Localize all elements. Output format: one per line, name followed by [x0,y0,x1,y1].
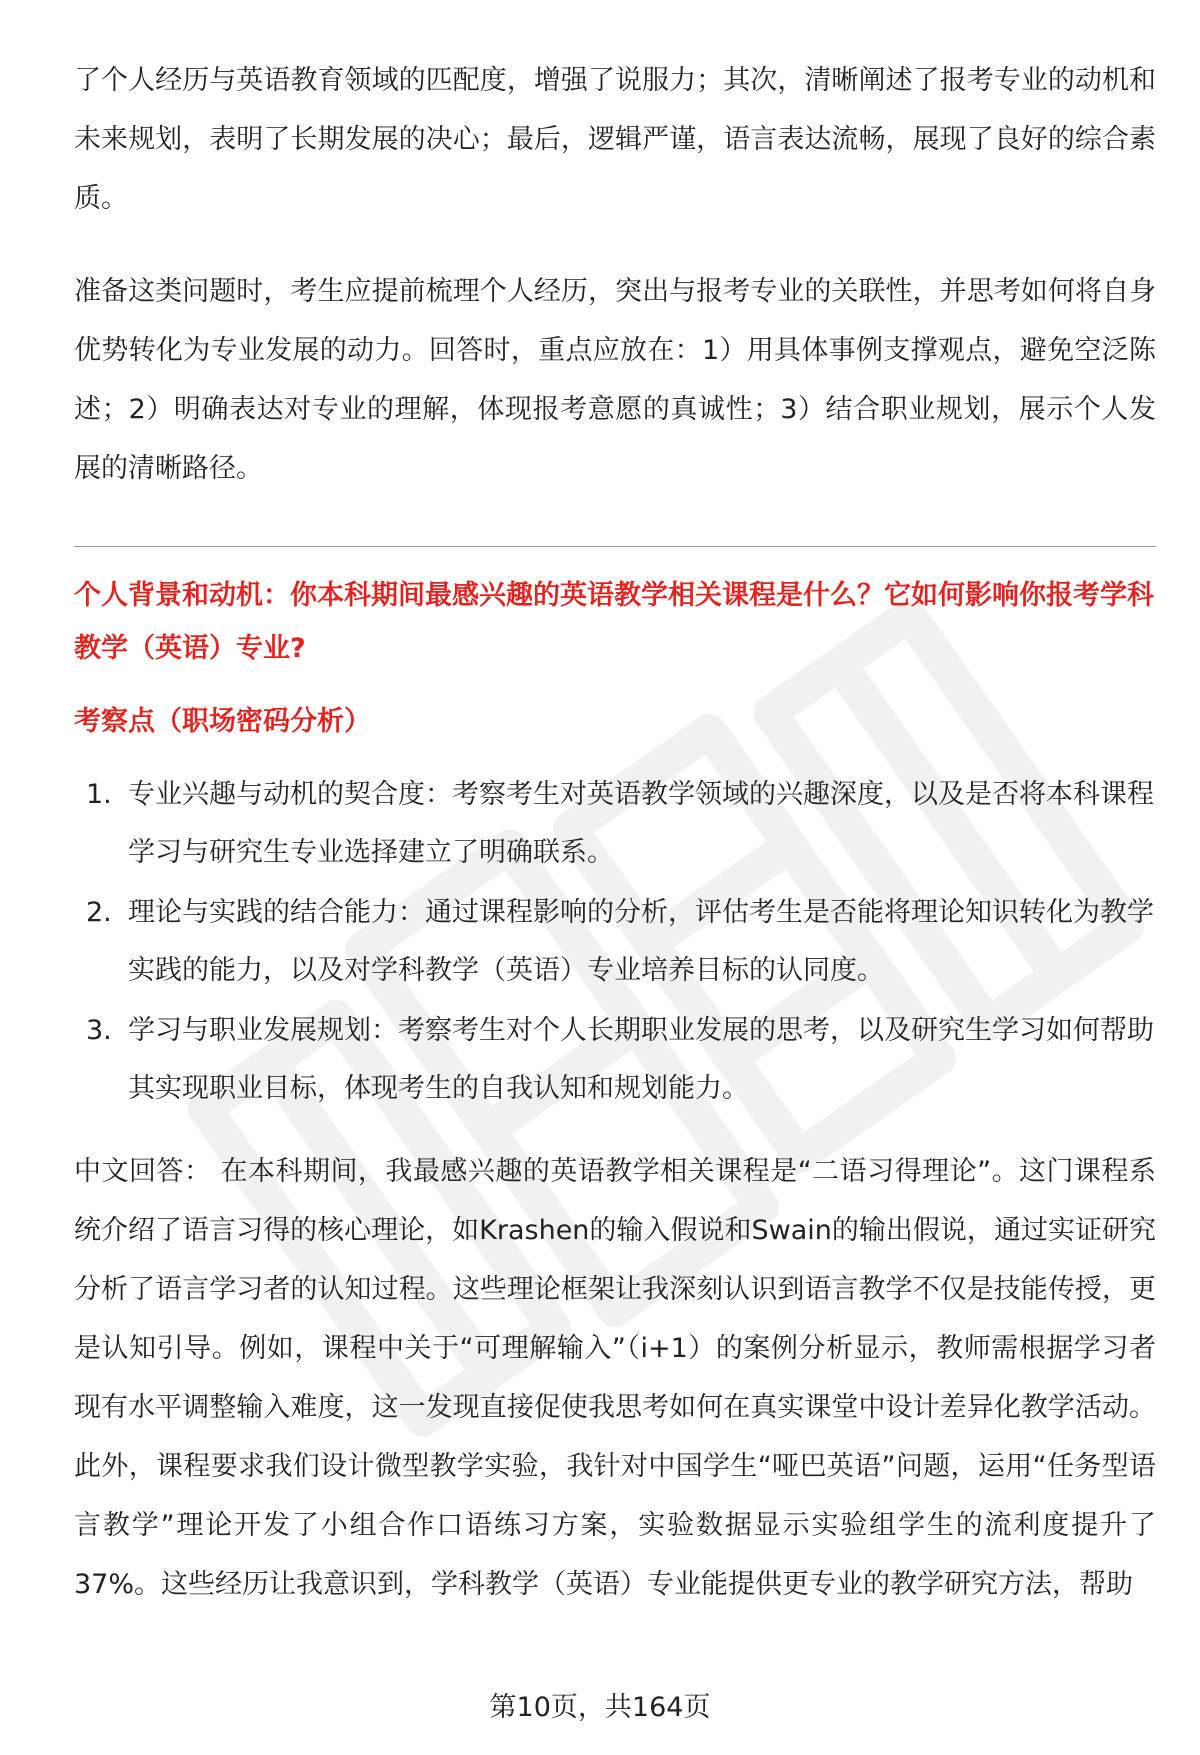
question-heading: 个人背景和动机：你本科期间最感兴趣的英语教学相关课程是什么？它如何影响你报考学科教学（英语）专业? [74,580,1154,664]
document-page [74,0,1156,1614]
page-footer: 第10页，共164页 [489,1692,711,1723]
list-item-text: 理论与实践的结合能力：通过课程影响的分析，评估考生是否能将理论知识转化为教学实践的能力，以及对学科教学（英语）专业培养目标的认同度。 [128,897,1154,986]
list-item [74,1002,1156,1118]
list-item-text: 学习与职业发展规划：考察考生对个人长期职业发展的思考，以及研究生学习如何帮助其实现职业目标，体现考生的自我认知和规划能力。 [128,1015,1154,1104]
list-number: 1. [86,779,112,810]
section-divider [74,546,1156,547]
intro-paragraph-end: 了个人经历与英语教育领域的匹配度，增强了说服力；其次，清晰阐述了报考专业的动机和未来规划，表明了长期发展的决心；最后，逻辑严谨，语言表达流畅，展现了良好的综合素质。 [74,65,1156,214]
preparation-paragraph: 准备这类问题时，考生应提前梳理个人经历，突出与报考专业的关联性，并思考如何将自身优势转化为专业发展的动力。回答时，重点应放在：1）用具体事例支撑观点，避免空泛陈述；2）明确表达对专业的理解，体现报考意愿的真诚性；3）结合职业规划，展示个人发展的清晰路径。 [74,276,1156,484]
answer-paragraph: 中文回答： 在本科期间，我最感兴趣的英语教学相关课程是“二语习得理论”。这门课程系统介绍了语言习得的核心理论，如Krashen的输入假说和Swain的输出假说，通过实证研究分析了语言学习者的认知过程。这些理论框架让我深刻认识到语言教学不仅是技能传授，更是认知引导。例如，课程中关于“可理解输入”（i+1）的案例分析显示，教师需根据学习者现有水平调整输入难度，这一发现直接促使我思考如何在真实课堂中设计差异化教学活动。此外，课程要求我们设计微型教学实验，我针对中国学生“哑巴英语”问题，运用“任务型语言教学”理论开发了小组合作口语练习方案，实验数据显示实验组学生的流利度提升了37%。这些经历让我意识到，学科教学（英语）专业能提供更专业的教学研究方法，帮助 [74,1156,1156,1600]
list-item-text: 专业兴趣与动机的契合度：考察考生对英语教学领域的兴趣深度，以及是否将本科课程学习与研究生专业选择建立了明确联系。 [128,779,1154,868]
list-number: 3. [86,1015,112,1046]
list-number: 2. [86,897,112,928]
exam-point-heading: 考察点（职场密码分析） [74,706,371,737]
list-item [74,766,1156,882]
list-item [74,884,1156,1000]
exam-points-list [74,766,1156,1118]
